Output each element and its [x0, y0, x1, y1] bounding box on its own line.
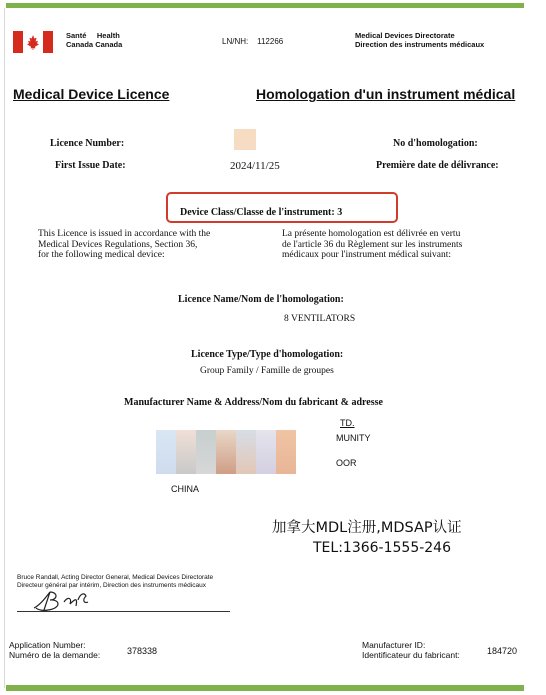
ln-number: LN/NH: 112266 [222, 37, 284, 46]
watermark-line-1: 加拿大MDL注册,MDSAP认证 [272, 520, 462, 536]
signature-line [17, 611, 230, 612]
manufacturer-fragment-3: OOR [336, 458, 357, 468]
title-french: Homologation d'un instrument médical [256, 86, 516, 102]
statement-french: La présente homologation est délivrée en vertu de l'article 36 du Règlement sur les instruments médicaux pour l'instrument médical suivant: [282, 229, 463, 260]
title-english: Medical Device Licence [13, 86, 170, 102]
statement-english: This Licence is issued in accordance with the Medical Devices Regulations, Section 36, for the following medical device: [38, 229, 211, 260]
licence-name-label: Licence Name/Nom de l'homologation: [178, 294, 344, 305]
signatory: Bruce Randall, Acting Director General, Medical Devices Directorate Directeur général par intérim, Direction des instruments médicaux [17, 574, 214, 589]
device-class: Device Class/Classe de l'instrument: 3 [180, 207, 343, 218]
manufacturer-label: Manufacturer Name & Address/Nom du fabricant & adresse [124, 397, 383, 408]
redacted-manufacturer-address [156, 430, 296, 474]
application-number-label: Application Number: Numéro de la demande: [9, 640, 101, 660]
licence-number-label-fr: No d'homologation: [393, 138, 478, 149]
issue-date-label: First Issue Date: [55, 160, 126, 171]
manufacturer-id-value: 184720 [487, 646, 518, 656]
licence-number-label: Licence Number: [50, 138, 125, 149]
directorate-name: Medical Devices Directorate Direction des instruments médicaux [355, 31, 485, 49]
bottom-green-bar [6, 685, 524, 691]
licence-name-value: 8 VENTILATORS [284, 314, 356, 324]
top-green-bar [6, 3, 524, 8]
manufacturer-id-label: Manufacturer ID: Identificateur du fabricant: [362, 640, 460, 660]
issue-date-value: 2024/11/25 [230, 160, 280, 172]
signature-scribble [28, 586, 98, 614]
manufacturer-fragment-1: TD. [340, 418, 355, 428]
manufacturer-country: CHINA [171, 484, 200, 494]
department-name: Santé Health Canada Canada [66, 31, 123, 49]
application-number-value: 378338 [127, 646, 158, 656]
canada-flag-icon [13, 31, 53, 53]
licence-type-value: Group Family / Famille de groupes [200, 366, 334, 376]
watermark-line-2: TEL:1366-1555-246 [313, 540, 451, 556]
licence-type-label: Licence Type/Type d'homologation: [191, 349, 344, 360]
manufacturer-fragment-2: MUNITY [336, 433, 371, 443]
page-edge [4, 8, 5, 688]
redacted-licence-number [234, 129, 256, 150]
issue-date-label-fr: Première date de délivrance: [376, 160, 499, 171]
